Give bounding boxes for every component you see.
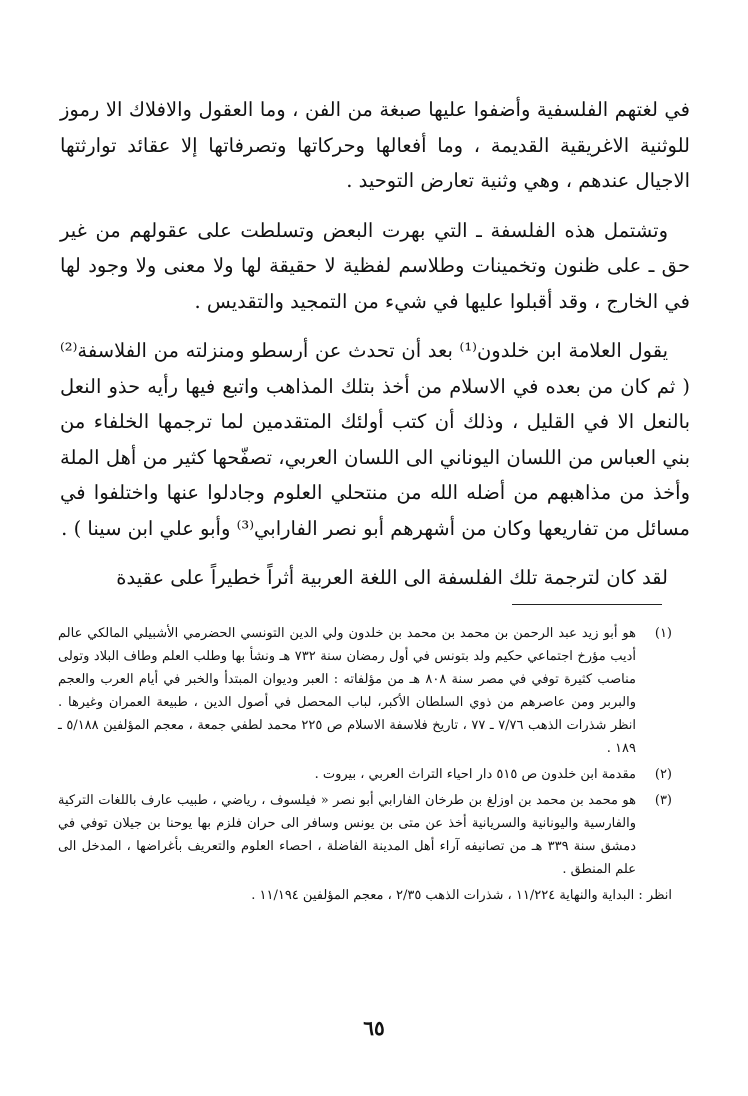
footnote-number: (٢): [654, 767, 672, 782]
footnote-number: (١): [654, 626, 672, 641]
paragraph-3: يقول العلامة ابن خلدون⁽¹⁾ بعد أن تحدث عن أرسطو ومنزلته من الفلاسفة⁽²⁾ ( ثم كان من بعده في الاسلام من أخذ بتلك المذاهب واتبع فيها رأيه حذو النعل بالنعل الا في القليل ، وذلك أن كتب أولئك المتقدمين لما ترجمها الخلفاء من بني العباس من اللسان اليوناني الى اللسان العربي، تصفّحها كثير من أهل الملة وأخذ من مذاهبهم من أضله الله من منتحلي العلوم وجادلوا عنها واختلفوا في مسائل من تفاريعها وكان من أشهرهم أبو نصر الفارابي⁽³⁾ وأبو علي ابن سينا ) .: [60, 339, 691, 540]
footnote-separator: [512, 604, 662, 605]
footnote-text: هو أبو زيد عبد الرحمن بن محمد بن محمد بن خلدون ولي الدين التونسي الحضرمي الأشبيلي المالكي عالم أديب مؤرخ اجتماعي حكيم ولد بتونس في أول رمضان سنة ٧٣٢ هـ ونشأ بها وطلب العلم وطاف البلاد وتولى مناصب كثيرة توفي في مصر سنة ٨٠٨ هـ من مؤلفاته : العبر وديوان المبتدأ والخبر في أيام العرب والعجم والبربر ومن عاصرهم من ذوي السلطان الأكبر، لباب المحصل في أصول الدين ، طبيعة العمران وغيرها . انظر شذرات الذهب ٧/٧٦ ـ ٧٧ ، تاريخ فلاسفة الاسلام ص ٢٢٥ محمد لطفي جمعة ، معجم المؤلفين ٥/١٨٨ ـ ١٨٩ .: [58, 626, 636, 756]
footnote-text: هو محمد بن محمد بن اوزلغ بن طرخان الفارابي أبو نصر « فيلسوف ، رياضي ، طبيب عارف باللغات التركية والفارسية واليونانية والسريانية أخذ عن متى بن يونس وسافر الى حران فلزم بها يوحنا بن جيلان توفي في دمشق سنة ٣٣٩ هـ من تصانيفه آراء أهل المدينة الفاضلة ، احصاء العلوم والتعريف بأغراضها ، المدخل الى علم المنطق .: [58, 793, 636, 877]
paragraph-1: في لغتهم الفلسفية وأضفوا عليها صبغة من الفن ، وما العقول والافلاك الا رموز للوثنية الاغريقية القديمة ، وما أفعالها وحركاتها وتصرفاتها إلا عقائد توارثتها الاجيال عندهم ، وهي وثنية تعارض التوحيد .: [60, 98, 690, 192]
main-text: [60, 92, 690, 610]
paragraph-4: لقد كان لترجمة تلك الفلسفة الى اللغة العربية أثراً خطيراً على عقيدة: [116, 566, 668, 589]
footnote-number: (٣): [654, 793, 672, 808]
page-number: ٦٥: [363, 1016, 385, 1040]
paragraph-2: وتشتمل هذه الفلسفة ـ التي بهرت البعض وتسلطت على عقولهم من غير حق ـ على ظنون وتخمينات وطلاسم لفظية لا حقيقة لها ولا معنى ولا وجود لها في الخارج ، وقد أقبلوا عليها في شيء من التمجيد والتقديس .: [60, 218, 690, 313]
footnote-3: [58, 789, 672, 881]
footnote-sources: انظر : البداية والنهاية ١١/٢٢٤ ، شذرات الذهب ٢/٣٥ ، معجم المؤلفين ١١/١٩٤ .: [251, 888, 672, 903]
footnote-1: [58, 622, 672, 760]
footnote-text: مقدمة ابن خلدون ص ٥١٥ دار احياء التراث العربي ، بيروت .: [314, 767, 636, 782]
footnote-2: [58, 763, 672, 786]
footnotes: [58, 622, 672, 907]
